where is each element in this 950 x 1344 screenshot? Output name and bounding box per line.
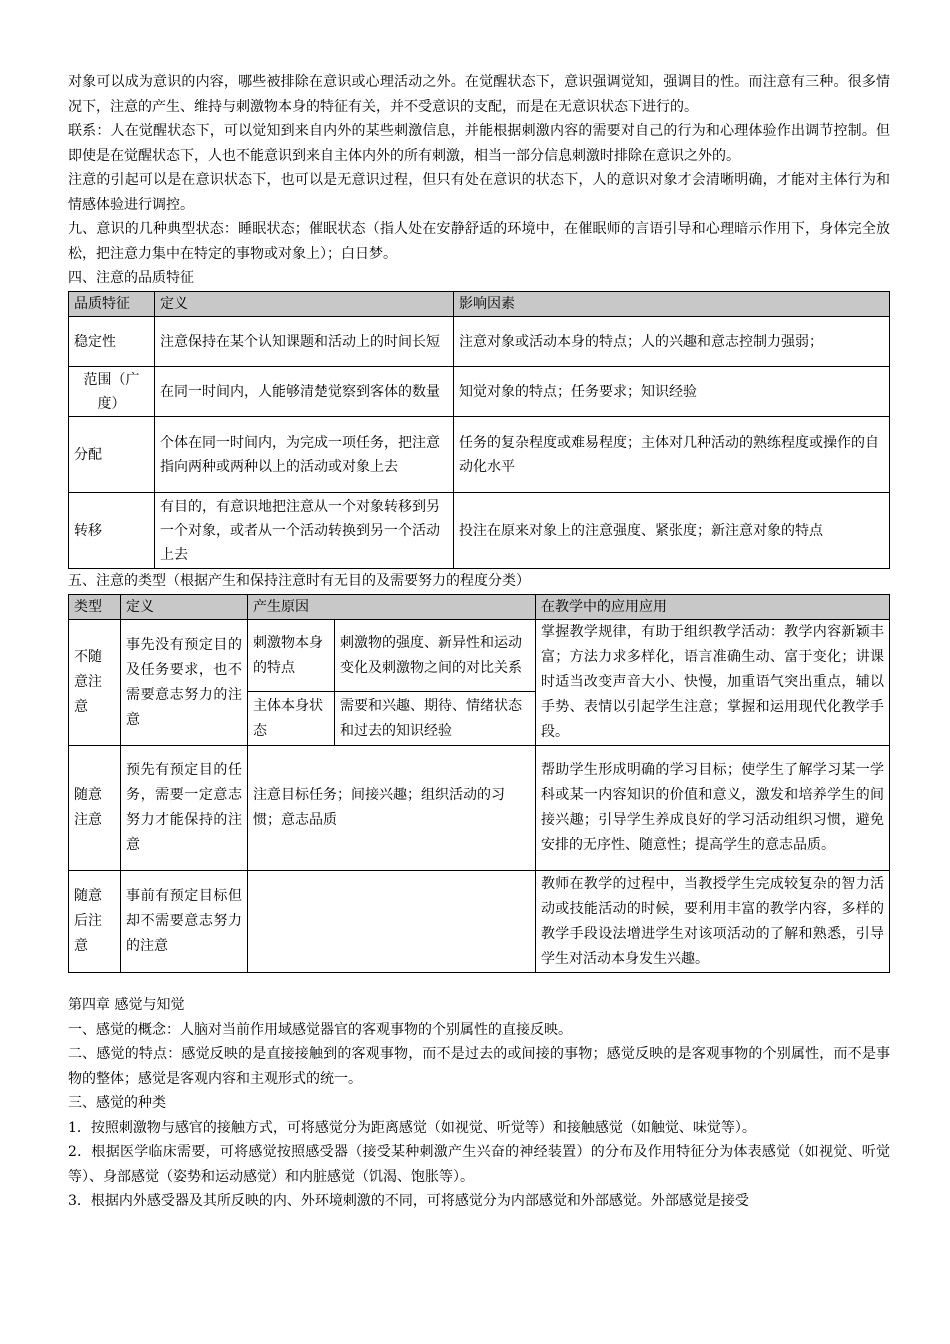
chapter-paragraph: 2．根据医学临床需要，可将感觉按照感受器（接受某种刺激产生兴奋的神经装置）的分布及作用特征分为体表感觉（如视觉、听觉等）、身部感觉（姿势和运动感觉）和内脏感觉（饥渴、饱胀等）。 — [68, 1144, 890, 1185]
header-quality: 品质特征 — [69, 291, 155, 317]
type-name: 随意注意 — [69, 746, 121, 871]
type-definition: 事前有预定目标但却不需要意志努力的注意 — [121, 871, 248, 973]
quality-definition: 个体在同一时间内，为完成一项任务，把注意指向两种或两种以上的活动或对象上去 — [155, 417, 454, 493]
quality-factors: 投注在原来对象上的注意强度、紧张度；新注意对象的特点 — [454, 493, 890, 569]
header-cause: 产生原因 — [248, 594, 536, 620]
type-application: 教师在教学的过程中，当教授学生完成较复杂的智力活动或技能活动的时候，要利用丰富的教学内容，多样的教学手段设法增进学生对该项活动的了解和熟悉，引导学生对活动本身发生兴趣。 — [536, 871, 890, 973]
cause-label: 主体本身状态 — [248, 692, 335, 746]
consciousness-states-paragraph: 九、意识的几种典型状态：睡眠状态；催眠状态（指人处在安静舒适的环境中，在催眠师的言语引导和心理暗示作用下，身体完全放松，把注意力集中在特定的事物或对象上）；白日梦。 — [68, 221, 890, 262]
chapter-paragraph: 二、感觉的特点：感觉反映的是直接接触到的客观事物，而不是过去的或间接的事物；感觉反映的是客观事物的个别属性，而不是事物的整体；感觉是客观内容和主观形式的统一。 — [68, 1046, 890, 1087]
type-application: 帮助学生形成明确的学习目标；使学生了解学习某一学科或某一内容知识的价值和意义，激发和培养学生的间接兴趣；引导学生养成良好的学习活动组织习惯，避免安排的无序性、随意性；提高学生的意志品质。 — [536, 746, 890, 871]
header-type: 类型 — [69, 594, 121, 620]
type-cause — [248, 871, 536, 973]
quality-name: 范围（广度） — [69, 367, 155, 417]
document-page — [68, 70, 890, 1214]
header-factors: 影响因素 — [454, 291, 890, 317]
type-application: 掌握教学规律，有助于组织教学活动：教学内容新颖丰富；方法力求多样化，语言准确生动、富于变化；讲课时适当改变声音大小、快慢，加重语气突出重点，辅以手势、表情以引起学生注意；掌握和运用现代化教学手段。 — [536, 620, 890, 746]
chapter-title: 第四章 感觉与知觉 — [68, 997, 185, 1013]
quality-definition: 在同一时间内，人能够清楚觉察到客体的数量 — [155, 367, 454, 417]
type-definition: 预先有预定目的任务，需要一定意志努力才能保持的注意 — [121, 746, 248, 871]
section-spacer — [68, 973, 890, 993]
table-row — [69, 746, 890, 871]
quality-name: 分配 — [69, 417, 155, 493]
chapter-paragraph: 三、感觉的种类 — [68, 1095, 166, 1111]
header-definition: 定义 — [121, 594, 248, 620]
intro-paragraph-1: 对象可以成为意识的内容，哪些被排除在意识或心理活动之外。在觉醒状态下，意识强调觉知，强调目的性。而注意有三种。很多情况下，注意的产生、维持与刺激物本身的特征有关，并不受意识的支配，而是在无意识状态下进行的。 — [68, 74, 890, 115]
chapter-paragraph: 1．按照刺激物与感官的接触方式，可将感觉分为距离感觉（如视觉、听觉等）和接触感觉（如触觉、味觉等）。 — [68, 1119, 756, 1136]
table-header-row — [69, 594, 890, 620]
header-application: 在教学中的应用应用 — [536, 594, 890, 620]
table-row — [69, 871, 890, 973]
table-row — [69, 367, 890, 417]
table-header-row — [69, 291, 890, 317]
quality-name: 稳定性 — [69, 317, 155, 367]
cause-detail: 刺激物的强度、新异性和运动变化及刺激物之间的对比关系 — [335, 620, 536, 692]
quality-definition: 注意保持在某个认知课题和活动上的时间长短 — [155, 317, 454, 367]
header-definition: 定义 — [155, 291, 454, 317]
type-name: 随意后注意 — [69, 871, 121, 973]
intro-paragraph-2: 联系：人在觉醒状态下，可以觉知到来自内外的某些刺激信息，并能根据刺激内容的需要对自己的行为和心理体验作出调节控制。但即使是在觉醒状态下，人也不能意识到来自主体内外的所有刺激，相当一部分信息刺激时排除在意识之外的。 — [68, 123, 890, 164]
quality-name: 转移 — [69, 493, 155, 569]
table-row — [69, 417, 890, 493]
quality-factors: 注意对象或活动本身的特点；人的兴趣和意志控制力强弱； — [454, 317, 890, 367]
quality-definition: 有目的，有意识地把注意从一个对象转移到另一个对象，或者从一个活动转换到另一个活动上去 — [155, 493, 454, 569]
quality-section-title: 四、注意的品质特征 — [68, 270, 194, 286]
cause-detail: 需要和兴趣、期待、情绪状态和过去的知识经验 — [335, 692, 536, 746]
types-section-title: 五、注意的类型（根据产生和保持注意时有无目的及需要努力的程度分类） — [68, 573, 530, 589]
table-row — [69, 493, 890, 569]
type-cause: 注意目标任务；间接兴趣；组织活动的习惯；意志品质 — [248, 746, 536, 871]
type-definition: 事先没有预定目的及任务要求，也不需要意志努力的注意 — [121, 620, 248, 746]
intro-paragraph-3: 注意的引起可以是在意识状态下，也可以是无意识过程，但只有处在意识的状态下，人的意识对象才会清晰明确，才能对主体行为和情感体验进行调控。 — [68, 172, 890, 213]
attention-quality-table — [68, 291, 890, 570]
table-row — [69, 620, 890, 692]
chapter-paragraph: 3．根据内外感受器及其所反映的内、外环境刺激的不同，可将感觉分为内部感觉和外部感觉。外部感觉是接受 — [68, 1193, 749, 1209]
cause-label: 刺激物本身的特点 — [248, 620, 335, 692]
attention-types-table — [68, 594, 890, 974]
quality-factors: 任务的复杂程度或难易程度；主体对几种活动的熟练程度或操作的自动化水平 — [454, 417, 890, 493]
chapter-paragraph: 一、感觉的概念：人脑对当前作用域感觉器官的客观事物的个别属性的直接反映。 — [68, 1021, 572, 1038]
quality-factors: 知觉对象的特点；任务要求；知识经验 — [454, 367, 890, 417]
type-name: 不随意注意 — [69, 620, 121, 746]
table-row — [69, 317, 890, 367]
